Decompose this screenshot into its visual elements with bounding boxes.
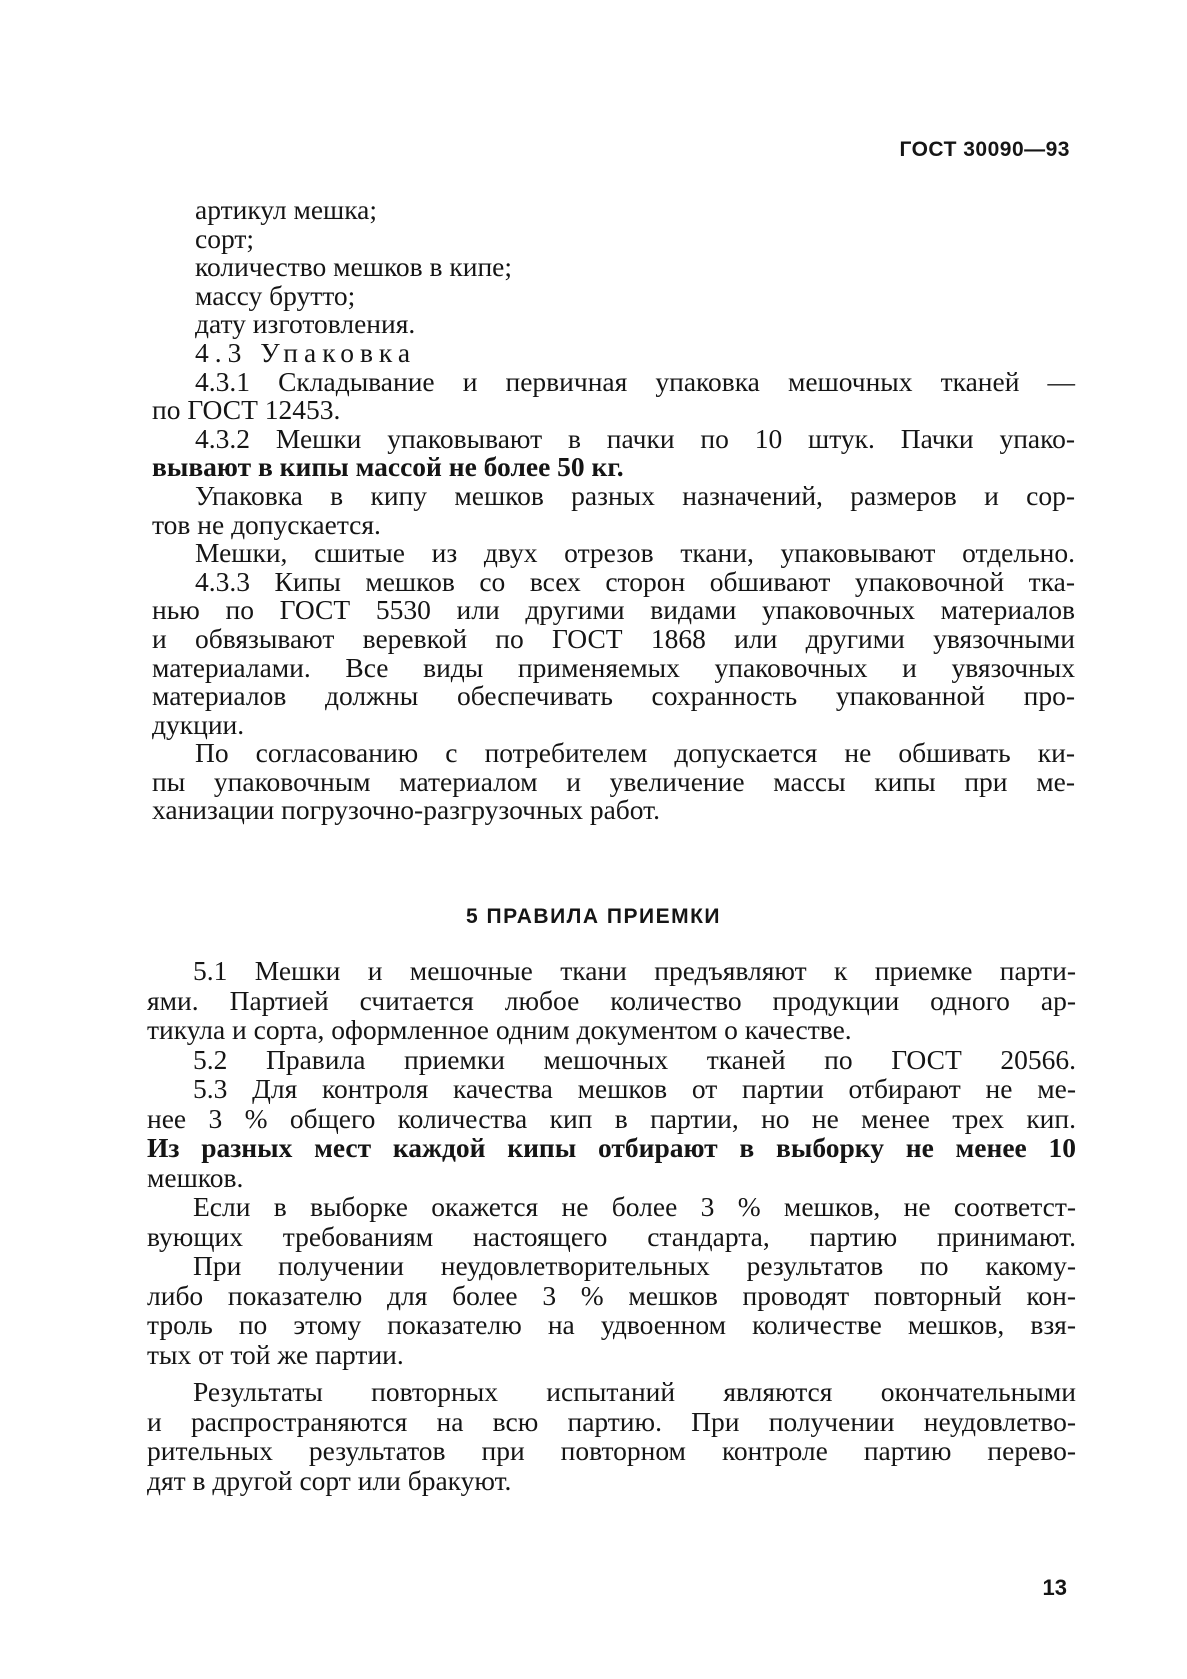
paragraph-line: тикула и сорта, оформленное одним документом о качестве. (147, 1014, 852, 1045)
paragraph-line: по ГОСТ 12453. (152, 394, 341, 426)
paragraph-line: и обвязывают веревкой по ГОСТ 1868 или другими увязочными (152, 622, 1075, 654)
paragraph (152, 479, 1075, 540)
paragraph-line: Результаты повторных испытаний являются окончательными (193, 1376, 1076, 1407)
section-title: 5 ПРАВИЛА ПРИЕМКИ (465, 905, 722, 928)
paragraph-line: По согласованию с потребителем допускается не обшивать ки- (195, 737, 1075, 769)
list-item: артикул мешка; (195, 194, 378, 225)
paragraph-line: материалов должны обеспечивать сохранность упакованной про- (152, 680, 1075, 712)
paragraph-line: вывают в кипы массой не более 50 кг. (152, 451, 624, 483)
marking-list (152, 196, 1075, 339)
list-item: массу брутто; (195, 279, 356, 311)
paragraph-line: и распространяются на всю партию. При получении неудовлетво- (147, 1405, 1076, 1437)
document-code: ГОСТ 30090—93 (899, 138, 1070, 161)
paragraph-line: Мешки, сшитые из двух отрезов ткани, упаковывают отдельно. (195, 537, 1075, 569)
paragraph (152, 365, 1075, 426)
list-item: дату изготовления. (195, 308, 416, 340)
paragraph-line: ями. Партией считается любое количество продукции одного ар- (147, 984, 1076, 1016)
paragraph (152, 565, 1075, 740)
paragraph (147, 1045, 1076, 1075)
paragraph-line: дукции. (152, 708, 245, 740)
paragraph-line: рительных результатов при повторном контроле партию перево- (147, 1435, 1076, 1466)
paragraph-line: дят в другой сорт или бракуют. (147, 1464, 512, 1496)
paragraph-line: 5.3 Для контроля качества мешков от партии отбирают не ме- (193, 1073, 1076, 1104)
paragraph-line: 4.3.1 Складывание и первичная упаковка мешочных тканей — (195, 365, 1075, 397)
paragraph-line: Упаковка в кипу мешков разных назначений, размеров и сор- (195, 479, 1075, 511)
section-4-text (152, 196, 1075, 825)
list-item: сорт; (195, 222, 255, 254)
paragraph-line: пы упаковочным материалом и увеличение массы кипы при ме- (152, 765, 1075, 797)
section-5-text (147, 956, 1076, 1495)
paragraph-line: 5.2 Правила приемки мешочных тканей по ГОСТ 20566. (193, 1043, 1076, 1075)
paragraph-line: тов не допускается. (152, 508, 381, 540)
paragraph (147, 1074, 1076, 1192)
paragraph (147, 1377, 1076, 1495)
paragraph (147, 1192, 1076, 1251)
paragraph-line: 4.3.3 Кипы мешков со всех сторон обшивают упаковочной тка- (195, 565, 1075, 597)
paragraph (152, 422, 1075, 483)
paragraph-line: материалами. Все виды применяемых упаковочных и увязочных (152, 651, 1075, 683)
paragraph-line: ханизации погрузочно-разгрузочных работ. (152, 794, 660, 826)
paragraph-line: Если в выборке окажется не более 3 % мешков, не соответст- (193, 1191, 1076, 1222)
paragraph-line: вующих требованиям настоящего стандарта, партию принимают. (147, 1220, 1076, 1252)
paragraph (152, 539, 1075, 568)
list-item: количество мешков в кипе; (195, 251, 513, 283)
paragraph (147, 1251, 1076, 1369)
paragraph-line: 4.3.2 Мешки упаковывают в пачки по 10 штук. Пачки упако- (195, 422, 1075, 454)
paragraph (147, 956, 1076, 1045)
paragraph-line: нью по ГОСТ 5530 или другими видами упаковочных материалов (152, 594, 1075, 626)
page-number: 13 (1042, 1575, 1067, 1600)
paragraph-line: либо показателю для более 3 % мешков проводят повторный кон- (147, 1279, 1076, 1311)
paragraph-line: мешков. (147, 1161, 244, 1193)
paragraph-line: При получении неудовлетворительных результатов по какому- (193, 1250, 1076, 1281)
paragraph-line: тых от той же партии. (147, 1338, 404, 1370)
paragraph-line: троль по этому показателю на удвоенном количестве мешков, взя- (147, 1309, 1076, 1340)
paragraph (152, 739, 1075, 825)
subsection-title: 4.3 Упаковка (195, 336, 417, 368)
paragraph-line: Из разных мест каждой кипы отбирают в выборку не менее 10 (147, 1132, 1076, 1163)
paragraph-line: 5.1 Мешки и мешочные ткани предъявляют к приемке парти- (193, 955, 1076, 986)
paragraph-line: нее 3 % общего количества кип в партии, но не менее трех кип. (147, 1102, 1076, 1134)
